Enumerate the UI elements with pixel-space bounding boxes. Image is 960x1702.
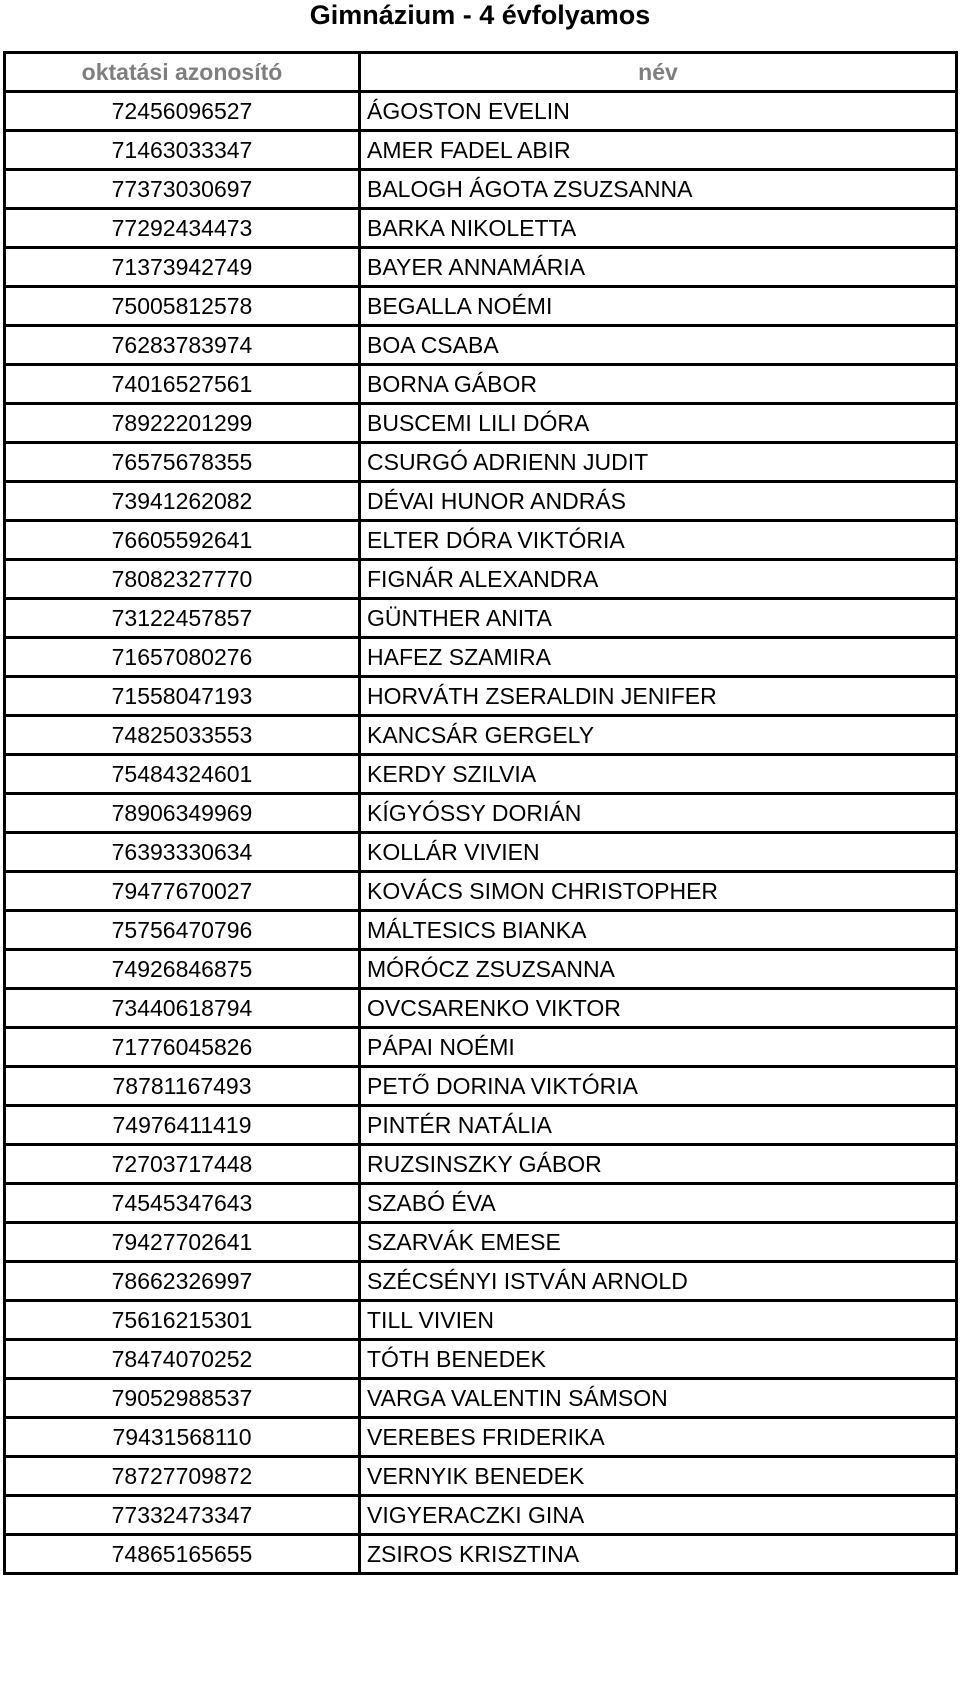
student-id-cell: 79427702641 — [5, 1223, 360, 1262]
student-name-cell: KOLLÁR VIVIEN — [360, 833, 957, 872]
student-name-cell: KERDY SZILVIA — [360, 755, 957, 794]
table-row — [5, 170, 957, 209]
table-row — [5, 1301, 957, 1340]
student-name-cell: VEREBES FRIDERIKA — [360, 1418, 957, 1457]
table-row — [5, 794, 957, 833]
student-id-cell: 74976411419 — [5, 1106, 360, 1145]
student-name-cell: PÁPAI NOÉMI — [360, 1028, 957, 1067]
student-id-cell: 79477670027 — [5, 872, 360, 911]
table-row — [5, 560, 957, 599]
student-name-cell: PETŐ DORINA VIKTÓRIA — [360, 1067, 957, 1106]
table-row — [5, 1496, 957, 1535]
student-name-cell: BOA CSABA — [360, 326, 957, 365]
table-row — [5, 521, 957, 560]
student-id-cell: 76393330634 — [5, 833, 360, 872]
table-row — [5, 443, 957, 482]
student-name-cell: CSURGÓ ADRIENN JUDIT — [360, 443, 957, 482]
student-id-cell: 75005812578 — [5, 287, 360, 326]
student-name-cell: BEGALLA NOÉMI — [360, 287, 957, 326]
student-name-cell: OVCSARENKO VIKTOR — [360, 989, 957, 1028]
student-name-cell: BARKA NIKOLETTA — [360, 209, 957, 248]
student-name-cell: BAYER ANNAMÁRIA — [360, 248, 957, 287]
table-row — [5, 1457, 957, 1496]
student-id-cell: 76605592641 — [5, 521, 360, 560]
student-id-cell: 74865165655 — [5, 1535, 360, 1574]
table-row — [5, 365, 957, 404]
student-id-cell: 73122457857 — [5, 599, 360, 638]
student-name-cell: VERNYIK BENEDEK — [360, 1457, 957, 1496]
table-row — [5, 1106, 957, 1145]
table-row — [5, 92, 957, 131]
student-id-cell: 72456096527 — [5, 92, 360, 131]
table-row — [5, 872, 957, 911]
student-id-cell: 74545347643 — [5, 1184, 360, 1223]
student-id-cell: 71776045826 — [5, 1028, 360, 1067]
student-id-cell: 75756470796 — [5, 911, 360, 950]
student-id-cell: 77292434473 — [5, 209, 360, 248]
table-row — [5, 404, 957, 443]
student-name-cell: HAFEZ SZAMIRA — [360, 638, 957, 677]
table-row — [5, 989, 957, 1028]
table-row — [5, 833, 957, 872]
student-name-cell: MÓRÓCZ ZSUZSANNA — [360, 950, 957, 989]
table-row — [5, 1145, 957, 1184]
student-id-cell: 79052988537 — [5, 1379, 360, 1418]
table-row — [5, 911, 957, 950]
student-id-cell: 78082327770 — [5, 560, 360, 599]
student-id-cell: 76575678355 — [5, 443, 360, 482]
student-id-cell: 71463033347 — [5, 131, 360, 170]
table-row — [5, 209, 957, 248]
student-name-cell: GÜNTHER ANITA — [360, 599, 957, 638]
student-id-cell: 78906349969 — [5, 794, 360, 833]
student-id-cell: 78922201299 — [5, 404, 360, 443]
student-name-cell: TÓTH BENEDEK — [360, 1340, 957, 1379]
table-row — [5, 716, 957, 755]
student-id-cell: 73440618794 — [5, 989, 360, 1028]
student-name-cell: ELTER DÓRA VIKTÓRIA — [360, 521, 957, 560]
table-row — [5, 1067, 957, 1106]
student-id-cell: 78781167493 — [5, 1067, 360, 1106]
student-name-cell: AMER FADEL ABIR — [360, 131, 957, 170]
student-name-cell: FIGNÁR ALEXANDRA — [360, 560, 957, 599]
student-id-cell: 71373942749 — [5, 248, 360, 287]
table-row — [5, 638, 957, 677]
table-row — [5, 1028, 957, 1067]
table-row — [5, 1340, 957, 1379]
student-name-cell: TILL VIVIEN — [360, 1301, 957, 1340]
table-row — [5, 599, 957, 638]
table-body — [5, 92, 957, 1574]
table-row — [5, 1262, 957, 1301]
student-id-cell: 76283783974 — [5, 326, 360, 365]
table-row — [5, 1379, 957, 1418]
student-name-cell: BUSCEMI LILI DÓRA — [360, 404, 957, 443]
student-id-cell: 78474070252 — [5, 1340, 360, 1379]
student-id-cell: 78727709872 — [5, 1457, 360, 1496]
student-id-cell: 73941262082 — [5, 482, 360, 521]
table-row — [5, 482, 957, 521]
column-header-name: név — [360, 53, 957, 92]
student-id-cell: 77332473347 — [5, 1496, 360, 1535]
student-name-cell: KANCSÁR GERGELY — [360, 716, 957, 755]
student-name-cell: MÁLTESICS BIANKA — [360, 911, 957, 950]
student-id-cell: 75616215301 — [5, 1301, 360, 1340]
student-id-cell: 71558047193 — [5, 677, 360, 716]
student-id-cell: 79431568110 — [5, 1418, 360, 1457]
student-id-cell: 72703717448 — [5, 1145, 360, 1184]
student-name-cell: HORVÁTH ZSERALDIN JENIFER — [360, 677, 957, 716]
student-id-cell: 75484324601 — [5, 755, 360, 794]
student-name-cell: BORNA GÁBOR — [360, 365, 957, 404]
student-name-cell: RUZSINSZKY GÁBOR — [360, 1145, 957, 1184]
table-row — [5, 1418, 957, 1457]
student-id-cell: 77373030697 — [5, 170, 360, 209]
student-name-cell: DÉVAI HUNOR ANDRÁS — [360, 482, 957, 521]
student-name-cell: SZÉCSÉNYI ISTVÁN ARNOLD — [360, 1262, 957, 1301]
student-name-cell: VIGYERACZKI GINA — [360, 1496, 957, 1535]
student-name-cell: SZARVÁK EMESE — [360, 1223, 957, 1262]
table-row — [5, 950, 957, 989]
student-id-cell: 74016527561 — [5, 365, 360, 404]
student-name-cell: KOVÁCS SIMON CHRISTOPHER — [360, 872, 957, 911]
student-id-cell: 74926846875 — [5, 950, 360, 989]
table-row — [5, 1184, 957, 1223]
student-id-cell: 78662326997 — [5, 1262, 360, 1301]
student-id-cell: 74825033553 — [5, 716, 360, 755]
student-table — [3, 51, 958, 1575]
table-row — [5, 248, 957, 287]
table-row — [5, 131, 957, 170]
student-name-cell: PINTÉR NATÁLIA — [360, 1106, 957, 1145]
student-name-cell: ÁGOSTON EVELIN — [360, 92, 957, 131]
page-title: Gimnázium - 4 évfolyamos — [309, 0, 651, 30]
table-row — [5, 755, 957, 794]
student-id-cell: 71657080276 — [5, 638, 360, 677]
student-name-cell: BALOGH ÁGOTA ZSUZSANNA — [360, 170, 957, 209]
column-header-id: oktatási azonosító — [5, 53, 360, 92]
student-name-cell: ZSIROS KRISZTINA — [360, 1535, 957, 1574]
table-row — [5, 287, 957, 326]
table-row — [5, 326, 957, 365]
table-header-row — [5, 53, 957, 92]
table-row — [5, 1535, 957, 1574]
table-row — [5, 677, 957, 716]
student-name-cell: SZABÓ ÉVA — [360, 1184, 957, 1223]
student-name-cell: VARGA VALENTIN SÁMSON — [360, 1379, 957, 1418]
student-name-cell: KÍGYÓSSY DORIÁN — [360, 794, 957, 833]
table-row — [5, 1223, 957, 1262]
